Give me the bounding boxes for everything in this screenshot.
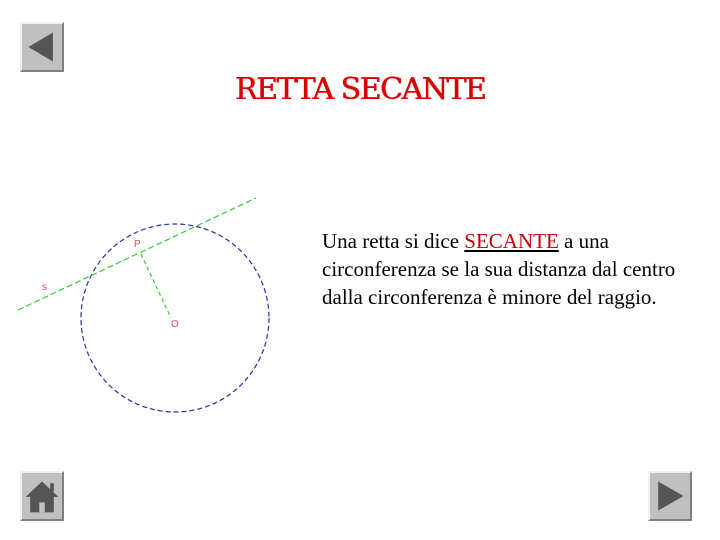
- triangle-right-icon: [650, 473, 690, 519]
- home-button[interactable]: [20, 471, 64, 521]
- label-center: O: [171, 319, 179, 330]
- keyword-secante: SECANTE: [464, 229, 559, 253]
- definition-text-end: a una circonferenza se la sua distanza dal centro dalla circonferenza è minore del raggio.: [322, 229, 676, 309]
- next-button[interactable]: [648, 471, 692, 521]
- slide-title: RETTA SECANTE: [234, 72, 486, 107]
- distance-segment: [141, 254, 171, 318]
- home-icon: [22, 473, 62, 519]
- back-button[interactable]: [20, 22, 64, 72]
- label-foot: P: [134, 239, 141, 250]
- triangle-left-icon: [22, 24, 62, 70]
- secant-line: [18, 198, 256, 310]
- definition-text-start: Una retta si dice: [322, 229, 465, 253]
- definition-text: [322, 227, 702, 311]
- secant-diagram: [0, 180, 300, 440]
- circumference: [81, 224, 269, 412]
- label-line: s: [42, 282, 47, 293]
